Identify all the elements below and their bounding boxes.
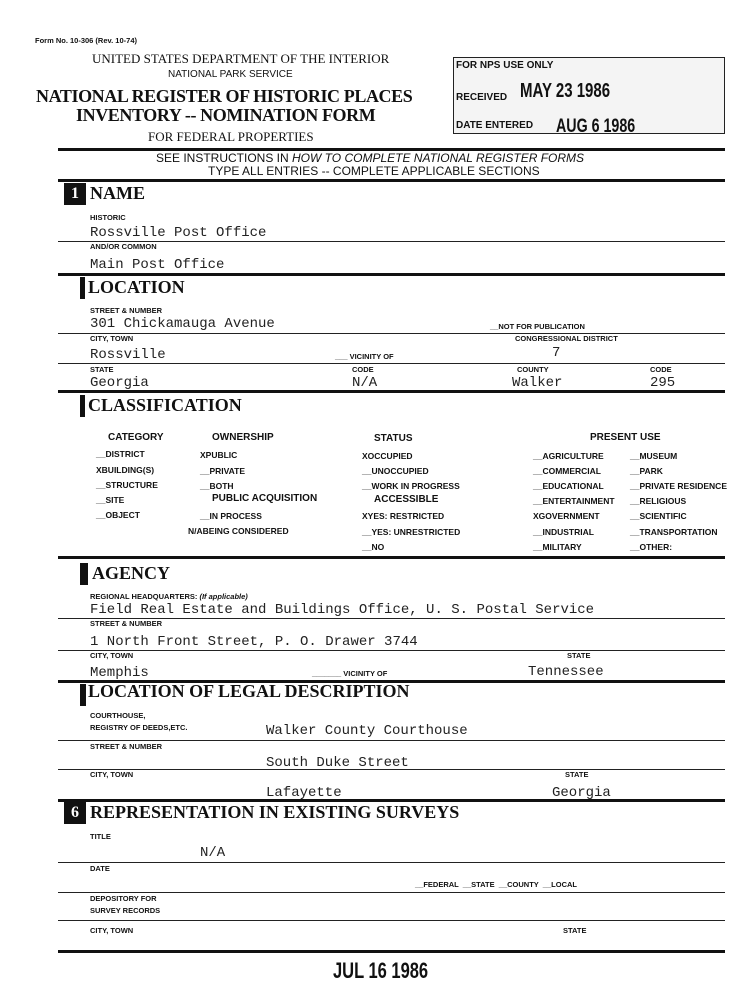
section-title: LOCATION [88,277,185,297]
present-use-item: __SCIENTIFIC [630,511,687,521]
category-item: XBUILDING(S) [96,465,155,475]
category-header: CATEGORY [108,432,164,443]
title-value: N/A [200,845,226,861]
instructions-guide-title: HOW TO COMPLETE NATIONAL REGISTER FORMS [292,151,585,165]
status-header: STATUS [374,433,413,444]
city-value: Rossville [90,347,166,363]
ownership-header: OWNERSHIP [212,432,274,443]
section-title: CLASSIFICATION [88,395,242,415]
category-item: __SITE [96,495,125,505]
state-value: Georgia [552,785,611,801]
present-use-item: __COMMERCIAL [533,466,602,476]
common-name: Main Post Office [90,257,225,273]
instructions-line1 [156,151,584,165]
divider [58,179,725,182]
section-title: LOCATION OF LEGAL DESCRIPTION [88,681,410,701]
code-label: CODE [352,365,374,374]
nps-label: FOR NPS USE ONLY [456,60,554,71]
acquisition-header: PUBLIC ACQUISITION [212,493,318,504]
divider [58,740,725,741]
state-label: STATE [565,770,589,779]
service: NATIONAL PARK SERVICE [168,69,293,80]
divider [58,333,725,334]
present-use-item: __OTHER: [630,542,673,552]
category-item: __DISTRICT [96,449,145,459]
ownership-item: __PRIVATE [200,466,246,476]
depository-label: DEPOSITORY FOR [90,894,157,903]
vicinity-label: ___ VICINITY OF [335,352,394,361]
form-subtitle: INVENTORY -- NOMINATION FORM [76,105,376,125]
county-label: COUNTY [517,365,549,374]
present-use-item: __AGRICULTURE [533,451,604,461]
street-label: STREET & NUMBER [90,306,163,315]
hq-note: (If applicable) [199,592,248,601]
divider [58,950,725,953]
street-label: STREET & NUMBER [90,742,163,751]
street-value: South Duke Street [266,755,409,771]
section-number: 6 [64,802,86,824]
city-value: Lafayette [266,785,342,801]
street-label: STREET & NUMBER [90,619,163,628]
divider [58,862,725,863]
street-value: 1 North Front Street, P. O. Drawer 3744 [90,634,418,650]
present-use-item: __TRANSPORTATION [630,527,718,537]
present-use-item: __MUSEUM [630,451,678,461]
congressional-label: CONGRESSIONAL DISTRICT [515,334,618,343]
present-use-item: __INDUSTRIAL [533,527,594,537]
city-label: CITY, TOWN [90,770,134,779]
accessible-item: XYES: RESTRICTED [362,511,445,521]
instructions-line2: TYPE ALL ENTRIES -- COMPLETE APPLICABLE SECTIONS [208,164,540,178]
received-label: RECEIVED [456,92,508,103]
survey-levels: __FEDERAL __STATE __COUNTY __LOCAL [415,880,577,889]
section-number: 1 [64,183,86,205]
present-use-item: __ENTERTAINMENT [533,496,615,506]
present-use-item: XGOVERNMENT [533,511,600,521]
section-title: NAME [90,183,145,203]
hq-label [90,592,248,601]
city-label: CITY, TOWN [90,651,134,660]
status-item: __WORK IN PROGRESS [362,481,460,491]
acquisition-item: __IN PROCESS [200,511,262,521]
present-use-item: __PARK [630,466,663,476]
accessible-item: __YES: UNRESTRICTED [362,527,461,537]
survey-records-label: SURVEY RECORDS [90,906,161,915]
present-use-item: __RELIGIOUS [630,496,687,506]
street-value: 301 Chickamauga Avenue [90,316,275,332]
historic-name: Rossville Post Office [90,225,267,241]
federal-properties: FOR FEDERAL PROPERTIES [148,129,314,144]
state-label: STATE [567,651,591,660]
section-marker [80,684,86,706]
present-use-header: PRESENT USE [590,432,661,443]
not-for-publication: __NOT FOR PUBLICATION [490,322,585,331]
category-item: __STRUCTURE [96,480,158,490]
section-title: AGENCY [92,563,171,583]
present-use-item: __MILITARY [533,542,582,552]
city-label: CITY, TOWN [90,926,134,935]
divider [58,273,725,276]
accessible-header: ACCESSIBLE [374,494,439,505]
instructions-prefix: SEE INSTRUCTIONS IN [156,151,293,165]
divider [58,363,725,364]
historic-label: HISTORIC [90,213,126,222]
received-stamp: MAY 23 1986 [520,80,611,102]
state-label: STATE [90,365,114,374]
city-label: CITY, TOWN [90,334,134,343]
registry-label: REGISTRY OF DEEDS,ETC. [90,723,188,732]
date-label: DATE [90,864,110,873]
divider [58,769,725,770]
common-label: AND/OR COMMON [90,242,157,251]
code-value: N/A [352,375,378,391]
state-value: Georgia [90,375,149,391]
status-item: __UNOCCUPIED [362,466,429,476]
state-value: Tennessee [528,664,604,680]
section-marker [80,277,85,299]
divider [58,390,725,393]
ownership-item: __BOTH [200,481,234,491]
district-value: 7 [552,345,561,361]
entered-label: DATE ENTERED [456,120,534,131]
courthouse-label: COURTHOUSE, [90,711,146,720]
present-use-item: __EDUCATIONAL [533,481,604,491]
divider [58,650,725,651]
divider [58,892,725,893]
category-item: __OBJECT [96,510,140,520]
department: UNITED STATES DEPARTMENT OF THE INTERIOR [92,51,390,66]
accessible-item: __NO [362,542,385,552]
state-label: STATE [563,926,587,935]
section-marker [80,563,88,585]
county-value: Walker [512,375,563,391]
county-code-value: 295 [650,375,676,391]
divider [58,556,725,559]
divider [58,241,725,242]
section-title: REPRESENTATION IN EXISTING SURVEYS [90,802,460,822]
nps-use-box [453,57,725,137]
form-number: Form No. 10-306 (Rev. 10-74) [35,36,137,45]
title-label: TITLE [90,832,111,841]
section-marker [80,395,85,417]
county-code-label: CODE [650,365,672,374]
courthouse-value: Walker County Courthouse [266,723,468,739]
entered-stamp: AUG 6 1986 [556,116,636,137]
hq-label-text: REGIONAL HEADQUARTERS: [90,592,198,601]
divider [58,920,725,921]
ownership-item: XPUBLIC [200,450,238,460]
vicinity-label: _______ VICINITY OF [312,669,388,678]
present-use-item: __PRIVATE RESIDENCE [630,481,727,491]
status-item: XOCCUPIED [362,451,413,461]
acquisition-item: N/ABEING CONSIDERED [188,526,289,536]
form-title: NATIONAL REGISTER OF HISTORIC PLACES [36,86,413,106]
date-stamp: JUL 16 1986 [333,958,429,983]
city-value: Memphis [90,665,149,681]
hq-value: Field Real Estate and Buildings Office, U. S. Postal Service [90,602,595,618]
